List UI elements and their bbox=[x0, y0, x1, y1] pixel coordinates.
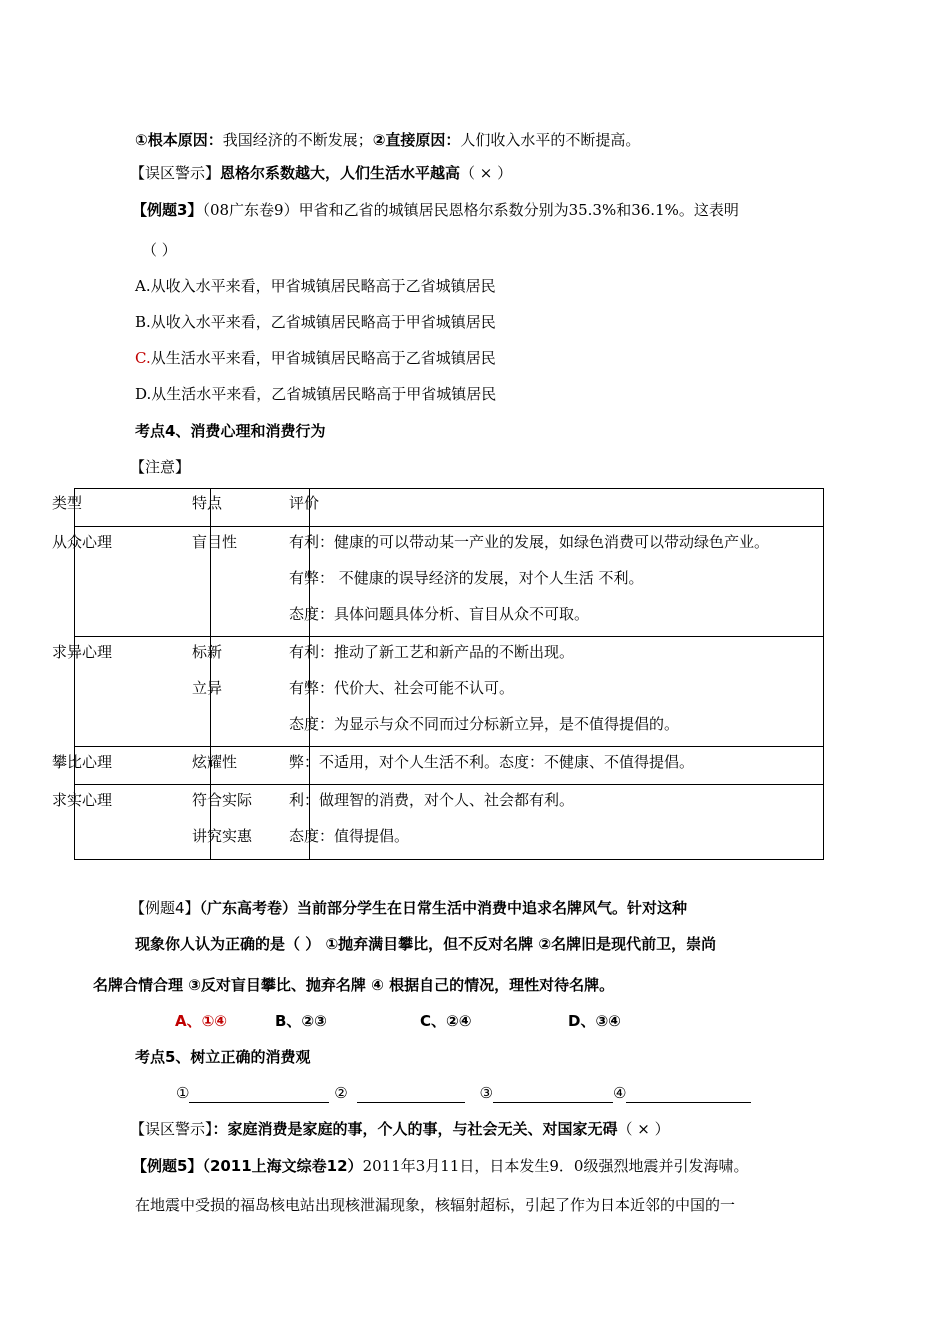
blank-1-line bbox=[189, 1086, 329, 1103]
example3-line bbox=[132, 200, 739, 220]
blank-1-number: ① bbox=[176, 1084, 190, 1102]
header-type: 类型 bbox=[52, 494, 83, 512]
example4-line2: 现象你人认为正确的是（ ） ①抛弃满目攀比，但不反对名牌 ②名牌旧是现代前卫，崇尚 bbox=[135, 935, 717, 953]
example4-option-b: B、②③ bbox=[275, 1012, 327, 1030]
example3-option-c-letter: C. bbox=[135, 349, 151, 367]
example3-option-c bbox=[135, 348, 496, 368]
misconception2-mark: （ × ） bbox=[617, 1120, 670, 1138]
row-eval: 有弊：代价大、社会可能不认可。 bbox=[289, 679, 515, 697]
example4-label: 【例题4】 bbox=[130, 899, 200, 917]
root-reason-label: ①根本原因： bbox=[135, 131, 223, 149]
row-type: 求异心理 bbox=[52, 643, 113, 661]
row-eval: 利：做理智的消费，对个人、社会都有利。 bbox=[289, 791, 575, 809]
row-eval: 态度：为显示与众不同而过分标新立异，是不值得提倡的。 bbox=[289, 715, 680, 733]
direct-reason-label: ②直接原因： bbox=[372, 131, 461, 149]
note-heading: 【注意】 bbox=[130, 458, 191, 476]
example3-option-d: D.从生活水平来看，乙省城镇居民略高于甲省城镇居民 bbox=[135, 385, 497, 403]
misconception2-label: 【误区警示】 bbox=[130, 1120, 213, 1138]
direct-reason-text: 人们收入水平的不断提高。 bbox=[460, 131, 641, 149]
blank-3-line bbox=[493, 1086, 613, 1103]
row-feature: 讲究实惠 bbox=[192, 827, 253, 845]
example3-option-c-text: 从生活水平来看，甲省城镇居民略高于乙省城镇居民 bbox=[150, 349, 496, 367]
row-feature: 符合实际 bbox=[192, 791, 253, 809]
row-type: 求实心理 bbox=[52, 791, 113, 809]
row-eval: 有利：健康的可以带动某一产业的发展，如绿色消费可以带动绿色产业。 bbox=[289, 533, 770, 551]
header-feature: 特点 bbox=[192, 494, 223, 512]
example5-line1 bbox=[132, 1156, 748, 1176]
root-reason-text: 我国经济的不断发展； bbox=[222, 131, 373, 149]
row-type: 从众心理 bbox=[52, 533, 113, 551]
example5-label: 【例题5】 bbox=[132, 1157, 203, 1175]
row-feature: 立异 bbox=[192, 679, 223, 697]
example3-option-a: A.从收入水平来看，甲省城镇居民略高于乙省城镇居民 bbox=[135, 277, 496, 295]
row-feature: 标新 bbox=[192, 643, 223, 661]
blank-4-line bbox=[626, 1086, 751, 1103]
row-eval: 态度：值得提倡。 bbox=[289, 827, 410, 845]
example5-source: （2011上海文综卷12） bbox=[202, 1157, 363, 1175]
row-feature: 炫耀性 bbox=[192, 753, 238, 771]
misconception2-line bbox=[130, 1119, 670, 1139]
example4-option-a bbox=[175, 1011, 227, 1031]
topic5-blanks bbox=[176, 1083, 751, 1103]
row-eval: 弊：不适用，对个人生活不利。态度：不健康、不值得提倡。 bbox=[289, 753, 695, 771]
misconception-line bbox=[130, 163, 512, 183]
example3-text: （08广东卷9）甲省和乙省的城镇居民恩格尔系数分别为35.3%和36.1%。这表明 bbox=[202, 201, 739, 219]
row-eval: 态度：具体问题具体分析、盲目从众不可取。 bbox=[289, 605, 590, 623]
misconception-text: 恩格尔系数越大，人们生活水平越高 bbox=[220, 164, 461, 182]
row-feature: 盲目性 bbox=[192, 533, 238, 551]
misconception-label: 【误区警示】 bbox=[130, 164, 221, 182]
example4-line3: 名牌合情合理 ③反对盲目攀比、抛弃名牌 ④ 根据自己的情况，理性对待名牌。 bbox=[93, 976, 615, 994]
example4-option-c: C、②④ bbox=[420, 1012, 472, 1030]
example3-option-b: B.从收入水平来看，乙省城镇居民略高于甲省城镇居民 bbox=[135, 313, 496, 331]
example5-text: 2011年3月11日，日本发生9．0级强烈地震并引发海啸。 bbox=[362, 1157, 749, 1175]
example5-line2: 在地震中受损的福岛核电站出现核泄漏现象，核辐射超标，引起了作为日本近邻的中国的一 bbox=[135, 1196, 736, 1214]
example4-text: （广东高考卷）当前部分学生在日常生活中消费中追求名牌风气。针对这种 bbox=[199, 899, 688, 917]
blank-2-number: ② bbox=[334, 1084, 348, 1102]
blank-3-number: ③ bbox=[479, 1084, 493, 1102]
row-eval: 有利：推动了新工艺和新产品的不断出现。 bbox=[289, 643, 575, 661]
example4-option-a-text: A、①④ bbox=[175, 1012, 228, 1030]
reason-line bbox=[135, 130, 640, 150]
example4-option-d: D、③④ bbox=[568, 1012, 621, 1030]
misconception2-text: ：家庭消费是家庭的事，个人的事，与社会无关、对国家无碍 bbox=[212, 1120, 618, 1138]
example3-answer-paren: （ ） bbox=[142, 241, 177, 259]
topic4-heading: 考点4、消费心理和消费行为 bbox=[135, 422, 326, 440]
header-evaluation: 评价 bbox=[289, 494, 320, 512]
blank-2-line bbox=[357, 1086, 465, 1103]
row-eval: 有弊： 不健康的误导经济的发展，对个人生活 不利。 bbox=[289, 569, 644, 587]
topic5-heading: 考点5、树立正确的消费观 bbox=[135, 1048, 311, 1066]
blank-4-number: ④ bbox=[613, 1084, 627, 1102]
example4-line1 bbox=[130, 898, 687, 918]
misconception-mark: （ × ） bbox=[460, 164, 513, 182]
example3-label: 【例题3】 bbox=[132, 201, 203, 219]
row-type: 攀比心理 bbox=[52, 753, 113, 771]
